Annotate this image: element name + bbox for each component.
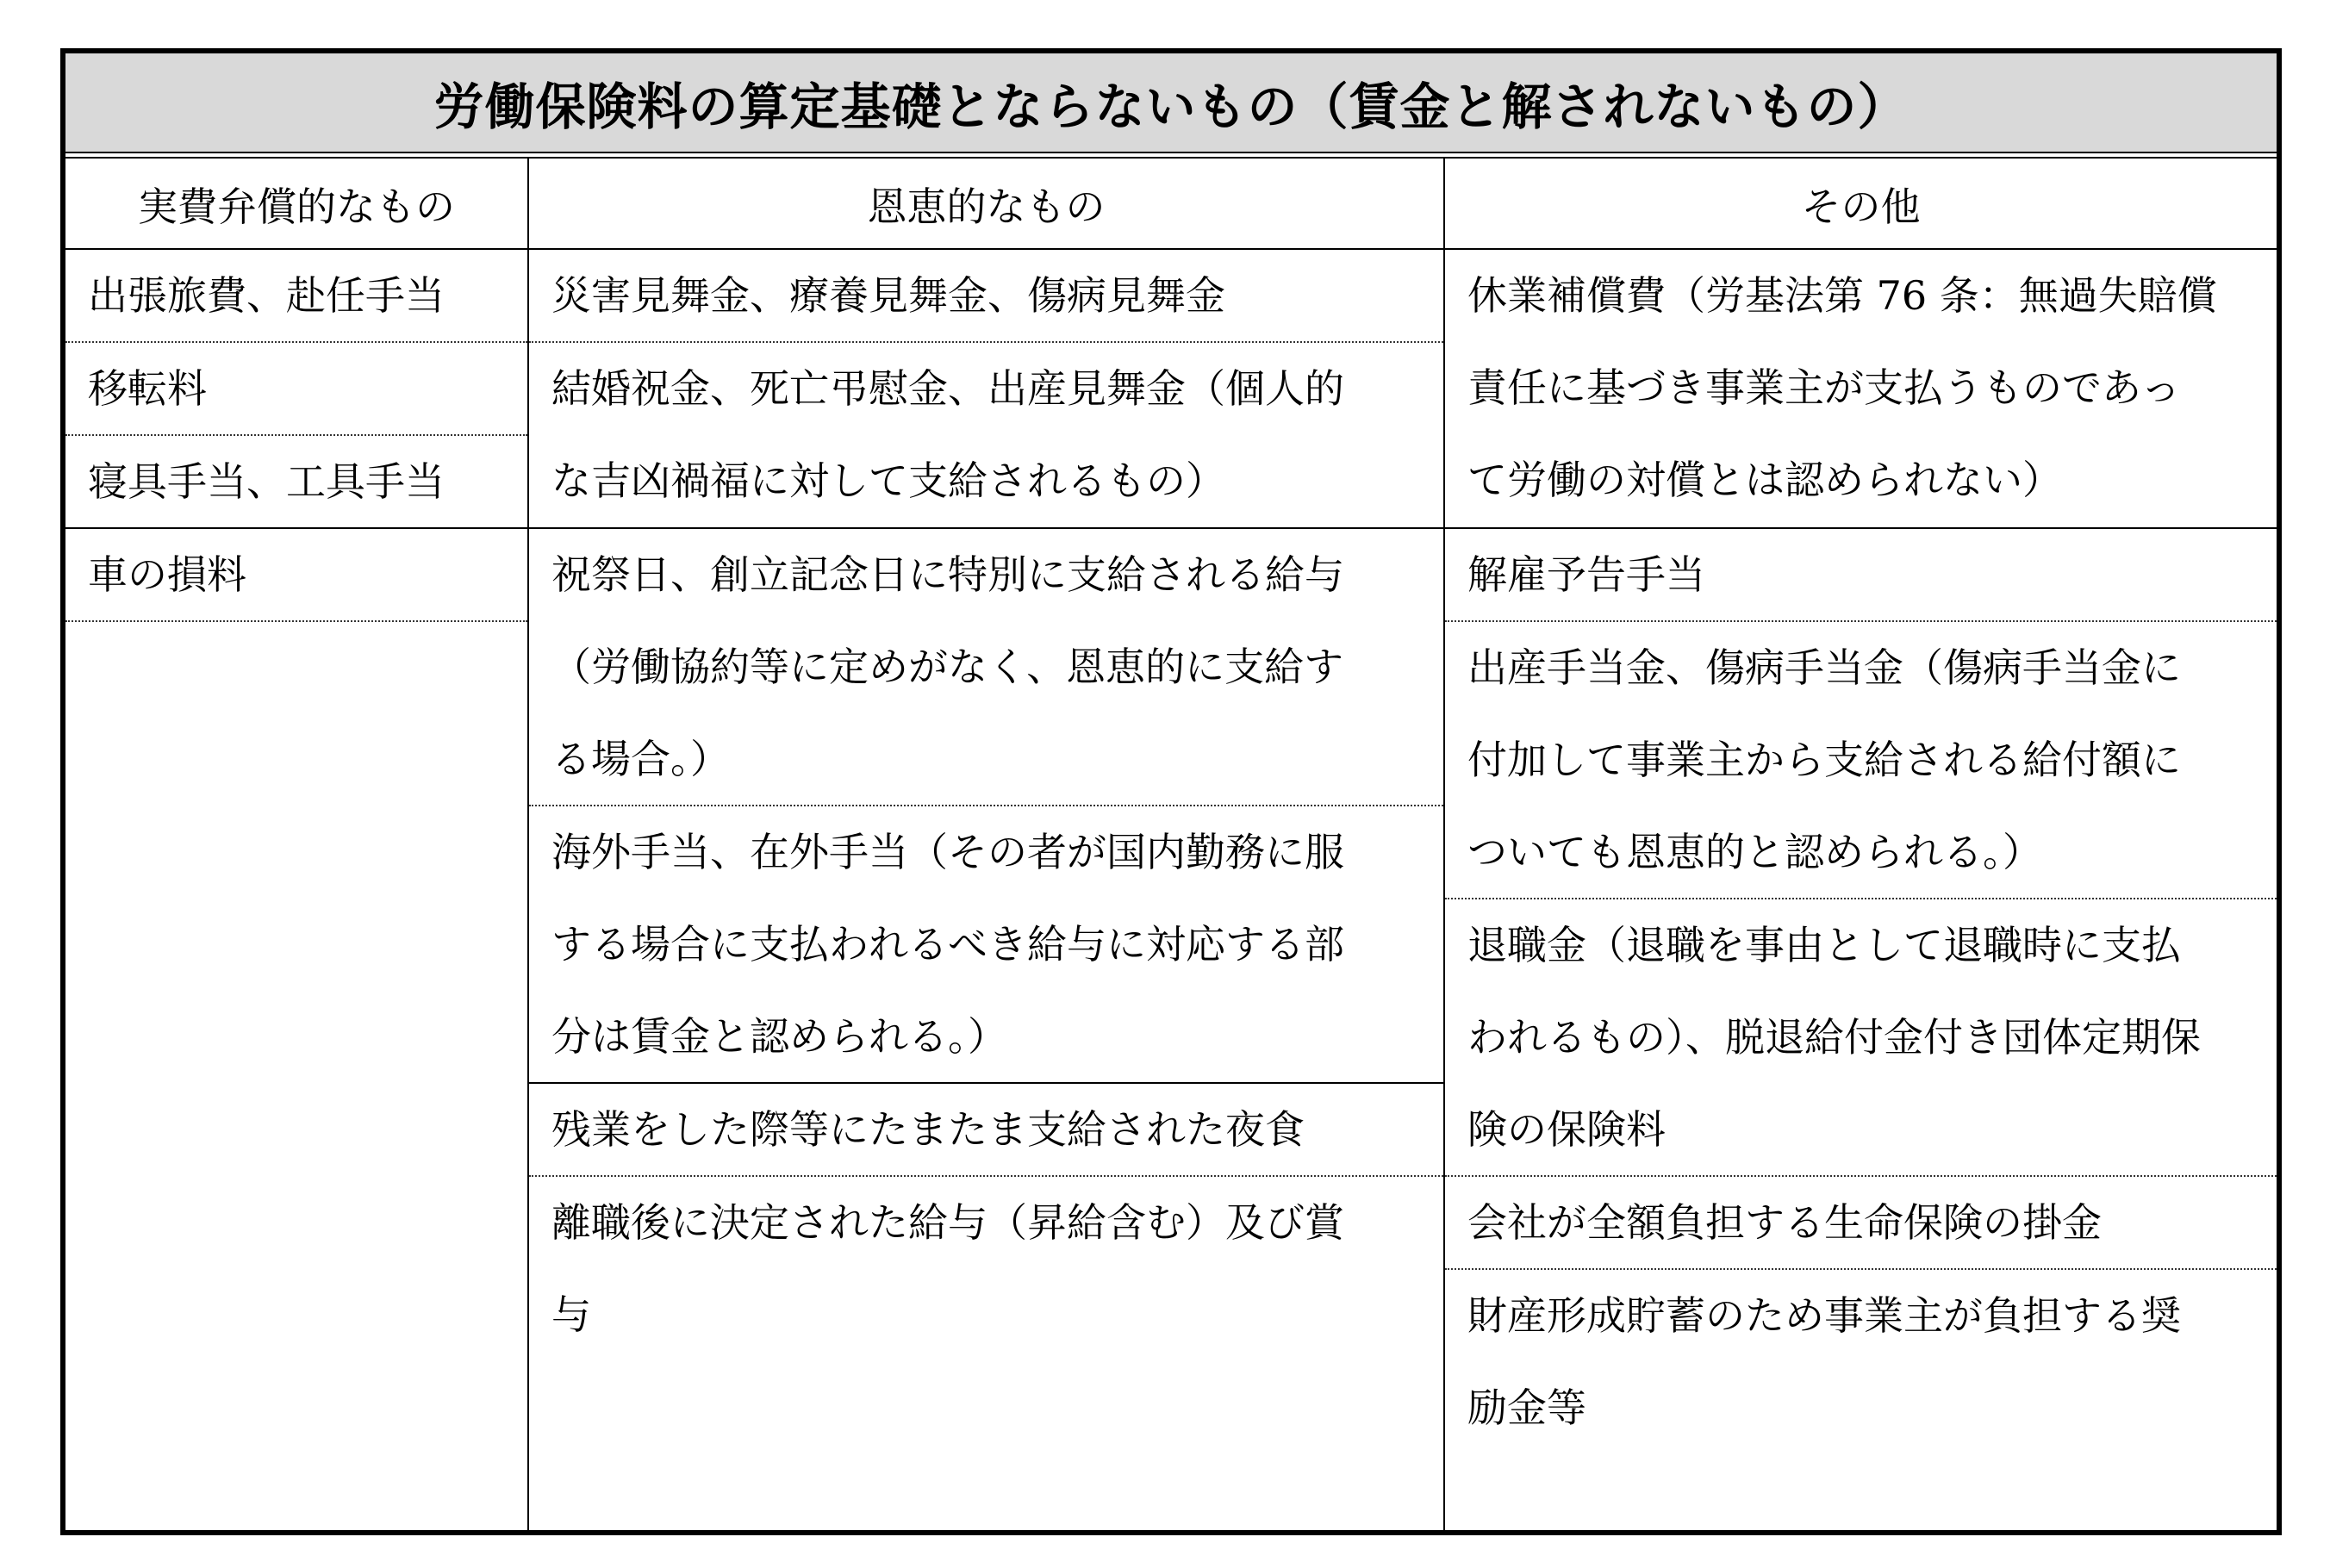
header-other: その他	[1801, 184, 1921, 230]
table-cell: 休業補償費（労基法第 76 条：無過失賠償 責任に基づき事業主が支払うものであっ て労働の対償とは認められない）	[1445, 250, 2277, 529]
table-cell: 解雇予告手当	[1445, 529, 2277, 622]
benefits-table	[60, 48, 2282, 1535]
table-cell: 移転料	[65, 343, 527, 436]
table-cell: 財産形成貯蓄のため事業主が負担する奨 励金等	[1467, 1292, 2181, 1431]
table-cell: 車の損料	[65, 529, 527, 622]
table-cell: 結婚祝金、死亡弔慰金、出産見舞金（個人的 な吉凶禍福に対して支給されるもの）	[529, 343, 1443, 529]
table-cell: 会社が全額負担する生命保険の掛金	[1445, 1177, 2277, 1270]
table-cell: 出産手当金、傷病手当金（傷病手当金に 付加して事業主から支給される給付額に ついても恩恵的と認められる。）	[1445, 622, 2277, 899]
table-cell: 出張旅費、赴任手当	[65, 250, 527, 343]
table-cell: 海外手当、在外手当（その者が国内勤務に服 する場合に支払われるべき給与に対応する部 分は賃金と認められる。）	[529, 806, 1443, 1084]
table-cell: 離職後に決定された給与（昇給含む）及び賞 与	[551, 1199, 1344, 1338]
header-benevolent: 恩恵的なもの	[867, 184, 1106, 230]
header-reimbursement: 実費弁償的なもの	[138, 184, 455, 230]
table-cell: 寝具手当、工具手当	[65, 436, 527, 529]
table-cell: 残業をした際等にたまたま支給された夜食	[529, 1084, 1443, 1177]
table-cell: 祝祭日、創立記念日に特別に支給される給与 （労働協約等に定めがなく、恩恵的に支給す る場合。）	[529, 529, 1443, 806]
table-cell: 退職金（退職を事由として退職時に支払 われるもの）、脱退給付金付き団体定期保 険の保険料	[1445, 899, 2277, 1177]
table-cell: 災害見舞金、療養見舞金、傷病見舞金	[529, 250, 1443, 343]
table-title: 労働保険料の算定基礎とならないもの（賃金と解されないもの）	[65, 53, 2277, 153]
